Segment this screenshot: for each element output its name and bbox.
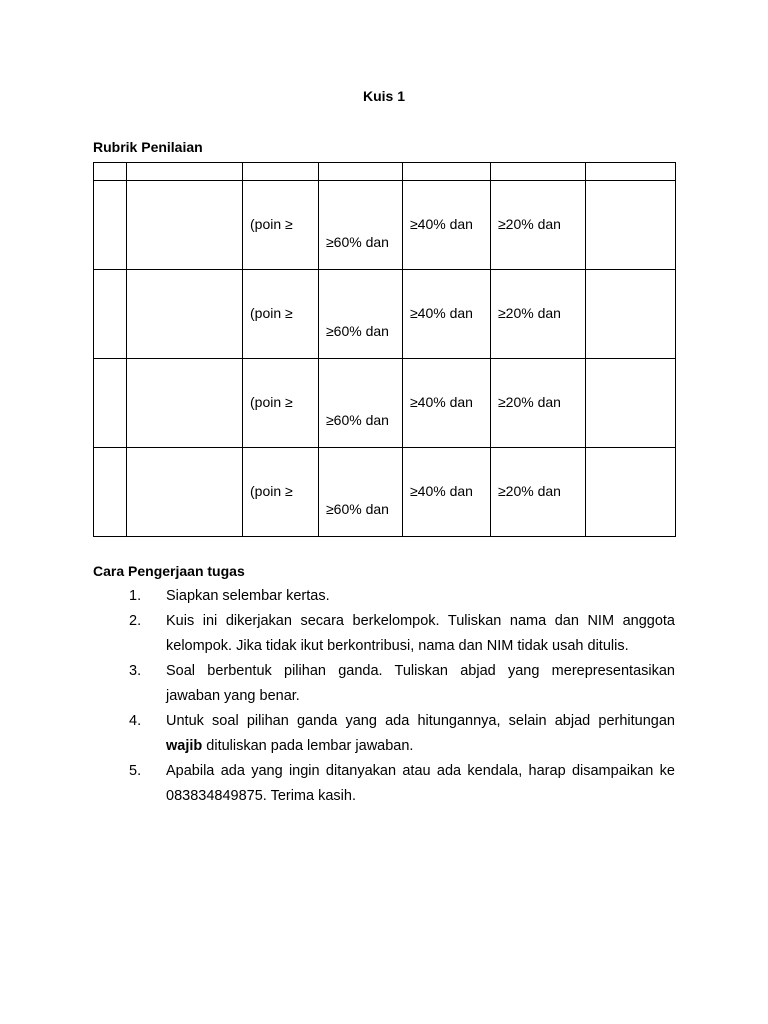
- table-cell: [243, 448, 319, 537]
- cell-text: ≥60% dan: [326, 234, 389, 250]
- list-item: [93, 709, 675, 759]
- list-item: [93, 659, 675, 709]
- header-cell: [491, 163, 586, 181]
- list-item-text: Soal berbentuk pilihan ganda. Tuliskan abjad yang merepresentasikan jawaban yang benar.: [166, 663, 675, 704]
- cell-text: ≥60% dan: [326, 323, 389, 339]
- header-cell: [94, 163, 127, 181]
- table-cell: [586, 270, 676, 359]
- cell-text: ≥40% dan: [410, 305, 473, 321]
- table-cell: [243, 181, 319, 270]
- list-item-text: dituliskan pada lembar jawaban.: [202, 738, 414, 754]
- table-cell: [319, 448, 403, 537]
- header-cell: [243, 163, 319, 181]
- cell-text: ≥60% dan: [326, 501, 389, 517]
- cell-text: ≥20% dan: [498, 483, 561, 499]
- table-cell: [403, 359, 491, 448]
- cell-text: ≥20% dan: [498, 216, 561, 232]
- table-cell: [94, 359, 127, 448]
- instructions-heading: Cara Pengerjaan tugas: [93, 563, 245, 579]
- cell-text: ≥60% dan: [326, 412, 389, 428]
- rubric-row: [94, 270, 676, 359]
- emphasis-text: wajib: [166, 738, 203, 754]
- list-number: 4.: [129, 713, 142, 729]
- rubric-row: [94, 448, 676, 537]
- cell-text: ≥40% dan: [410, 216, 473, 232]
- table-cell: [491, 181, 586, 270]
- cell-text: (poin ≥: [250, 394, 293, 410]
- document-title: Kuis 1: [362, 88, 405, 104]
- table-cell: [127, 359, 243, 448]
- table-cell: [94, 270, 127, 359]
- table-cell: [243, 270, 319, 359]
- table-cell: [94, 181, 127, 270]
- list-item: [93, 584, 675, 609]
- cell-text: ≥40% dan: [410, 483, 473, 499]
- rubric-row: [94, 181, 676, 270]
- table-cell: [127, 181, 243, 270]
- table-cell: [491, 448, 586, 537]
- cell-text: (poin ≥: [250, 483, 293, 499]
- header-cell: [403, 163, 491, 181]
- rubric-row: [94, 359, 676, 448]
- table-cell: [127, 270, 243, 359]
- cell-text: (poin ≥: [250, 305, 293, 321]
- table-cell: [403, 270, 491, 359]
- table-cell: [243, 359, 319, 448]
- list-number: 3.: [129, 663, 142, 679]
- list-item-text: Apabila ada yang ingin ditanyakan atau ada kendala, harap disampaikan ke 083834849875. Terima kasih.: [166, 763, 675, 804]
- table-cell: [319, 270, 403, 359]
- list-number: 5.: [129, 763, 142, 779]
- instructions-list: [93, 584, 675, 809]
- list-item-text: Kuis ini dikerjakan secara berkelompok. Tuliskan nama dan NIM anggota kelompok. Jika tidak ikut berkontribusi, nama dan NIM tidak usah ditulis.: [166, 613, 675, 654]
- table-cell: [319, 181, 403, 270]
- list-item: [93, 609, 675, 659]
- list-item-text: Siapkan selembar kertas.: [166, 588, 330, 604]
- list-number: 1.: [129, 588, 142, 604]
- list-number: 2.: [129, 613, 142, 629]
- list-item-text: Untuk soal pilihan ganda yang ada hitungannya, selain abjad perhitungan: [166, 713, 675, 729]
- header-cell: [586, 163, 676, 181]
- table-cell: [403, 181, 491, 270]
- rubric-table: [93, 162, 676, 537]
- table-cell: [403, 448, 491, 537]
- cell-text: ≥20% dan: [498, 305, 561, 321]
- cell-text: (poin ≥: [250, 216, 293, 232]
- table-cell: [491, 359, 586, 448]
- table-cell: [94, 448, 127, 537]
- table-cell: [586, 448, 676, 537]
- header-cell: [127, 163, 243, 181]
- cell-text: ≥20% dan: [498, 394, 561, 410]
- rubric-header-row: [94, 163, 676, 181]
- table-cell: [127, 448, 243, 537]
- table-cell: [586, 181, 676, 270]
- table-cell: [586, 359, 676, 448]
- cell-text: ≥40% dan: [410, 394, 473, 410]
- table-cell: [491, 270, 586, 359]
- table-cell: [319, 359, 403, 448]
- rubric-heading: Rubrik Penilaian: [93, 139, 203, 155]
- header-cell: [319, 163, 403, 181]
- list-item: [93, 759, 675, 809]
